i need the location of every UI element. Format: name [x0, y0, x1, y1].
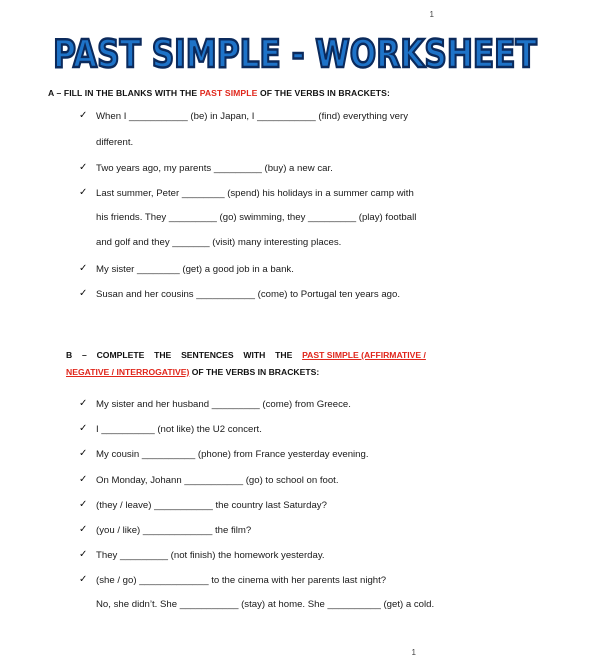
check-icon: ✓	[79, 263, 88, 274]
section-b-heading-highlight-2: NEGATIVE / INTERROGATIVE)	[66, 367, 190, 377]
section-a-line-8: Susan and her cousins ___________ (come) to Portugal ten years ago.	[96, 289, 401, 300]
section-b-line-8: (she / go) _____________ to the cinema with her parents last night?	[96, 575, 387, 586]
section-b-heading-word: SENTENCES	[181, 350, 234, 360]
section-b-heading-suffix: OF THE VERBS IN BRACKETS:	[189, 367, 320, 377]
section-b-line-4: On Monday, Johann ___________ (go) to school on foot.	[96, 475, 339, 486]
section-a-heading-prefix: A – FILL IN THE BLANKS WITH THE	[48, 88, 200, 98]
section-b-line-7: They _________ (not finish) the homework yesterday.	[96, 550, 325, 561]
section-b-heading-word: THE	[154, 350, 172, 360]
check-icon: ✓	[79, 524, 88, 535]
section-b-heading	[66, 350, 426, 377]
section-b-line-5: (they / leave) ___________ the country last Saturday?	[96, 500, 327, 511]
check-icon: ✓	[79, 474, 88, 485]
section-a-line-2: different.	[96, 137, 134, 148]
check-icon: ✓	[79, 162, 88, 173]
section-b-line-2: I __________ (not like) the U2 concert.	[96, 424, 262, 435]
section-b-heading-highlight-1: PAST SIMPLE (AFFIRMATIVE /	[302, 350, 426, 360]
check-icon: ✓	[79, 398, 88, 409]
section-b-line-9: No, she didn’t. She ___________ (stay) at home. She __________ (get) a cold.	[96, 599, 435, 610]
check-icon: ✓	[79, 110, 88, 121]
section-b-heading-word: –	[82, 350, 87, 360]
section-b-line-3: My cousin __________ (phone) from France yesterday evening.	[96, 449, 369, 460]
check-icon: ✓	[79, 549, 88, 560]
section-b-line-6: (you / like) _____________ the film?	[96, 525, 252, 536]
section-a-heading-suffix: OF THE VERBS IN BRACKETS:	[257, 88, 390, 98]
section-a-line-4: Last summer, Peter ________ (spend) his holidays in a summer camp with	[96, 188, 414, 199]
check-icon: ✓	[79, 574, 88, 585]
section-a-line-6: and golf and they _______ (visit) many interesting places.	[96, 237, 342, 248]
section-b-line-1: My sister and her husband _________ (come) from Greece.	[96, 399, 351, 410]
section-b-heading-row-1	[66, 350, 426, 360]
section-b-heading-word: WITH	[243, 350, 266, 360]
section-a-line-3: Two years ago, my parents _________ (buy) a new car.	[96, 163, 333, 174]
page-number-bottom: 1	[411, 648, 416, 657]
section-a-line-7: My sister ________ (get) a good job in a bank.	[96, 264, 294, 275]
section-b-heading-word: B	[66, 350, 73, 360]
section-b-heading-word: COMPLETE	[96, 350, 145, 360]
page-number-top: 1	[429, 10, 434, 19]
check-icon: ✓	[79, 423, 88, 434]
title-text: PAST SIMPLE - WORKSHEET	[53, 32, 537, 76]
section-a-line-5: his friends. They _________ (go) swimming, they _________ (play) football	[96, 212, 417, 223]
section-a-line-1: When I ___________ (be) in Japan, I ___________ (find) everything very	[96, 111, 409, 122]
worksheet-title	[0, 30, 537, 80]
section-b-heading-word: THE	[275, 350, 293, 360]
section-b-heading-row-2	[66, 367, 426, 377]
check-icon: ✓	[79, 499, 88, 510]
check-icon: ✓	[79, 187, 88, 198]
section-a-heading-highlight: PAST SIMPLE	[199, 88, 258, 98]
section-a-heading	[48, 88, 428, 98]
check-icon: ✓	[79, 448, 88, 459]
check-icon: ✓	[79, 288, 88, 299]
